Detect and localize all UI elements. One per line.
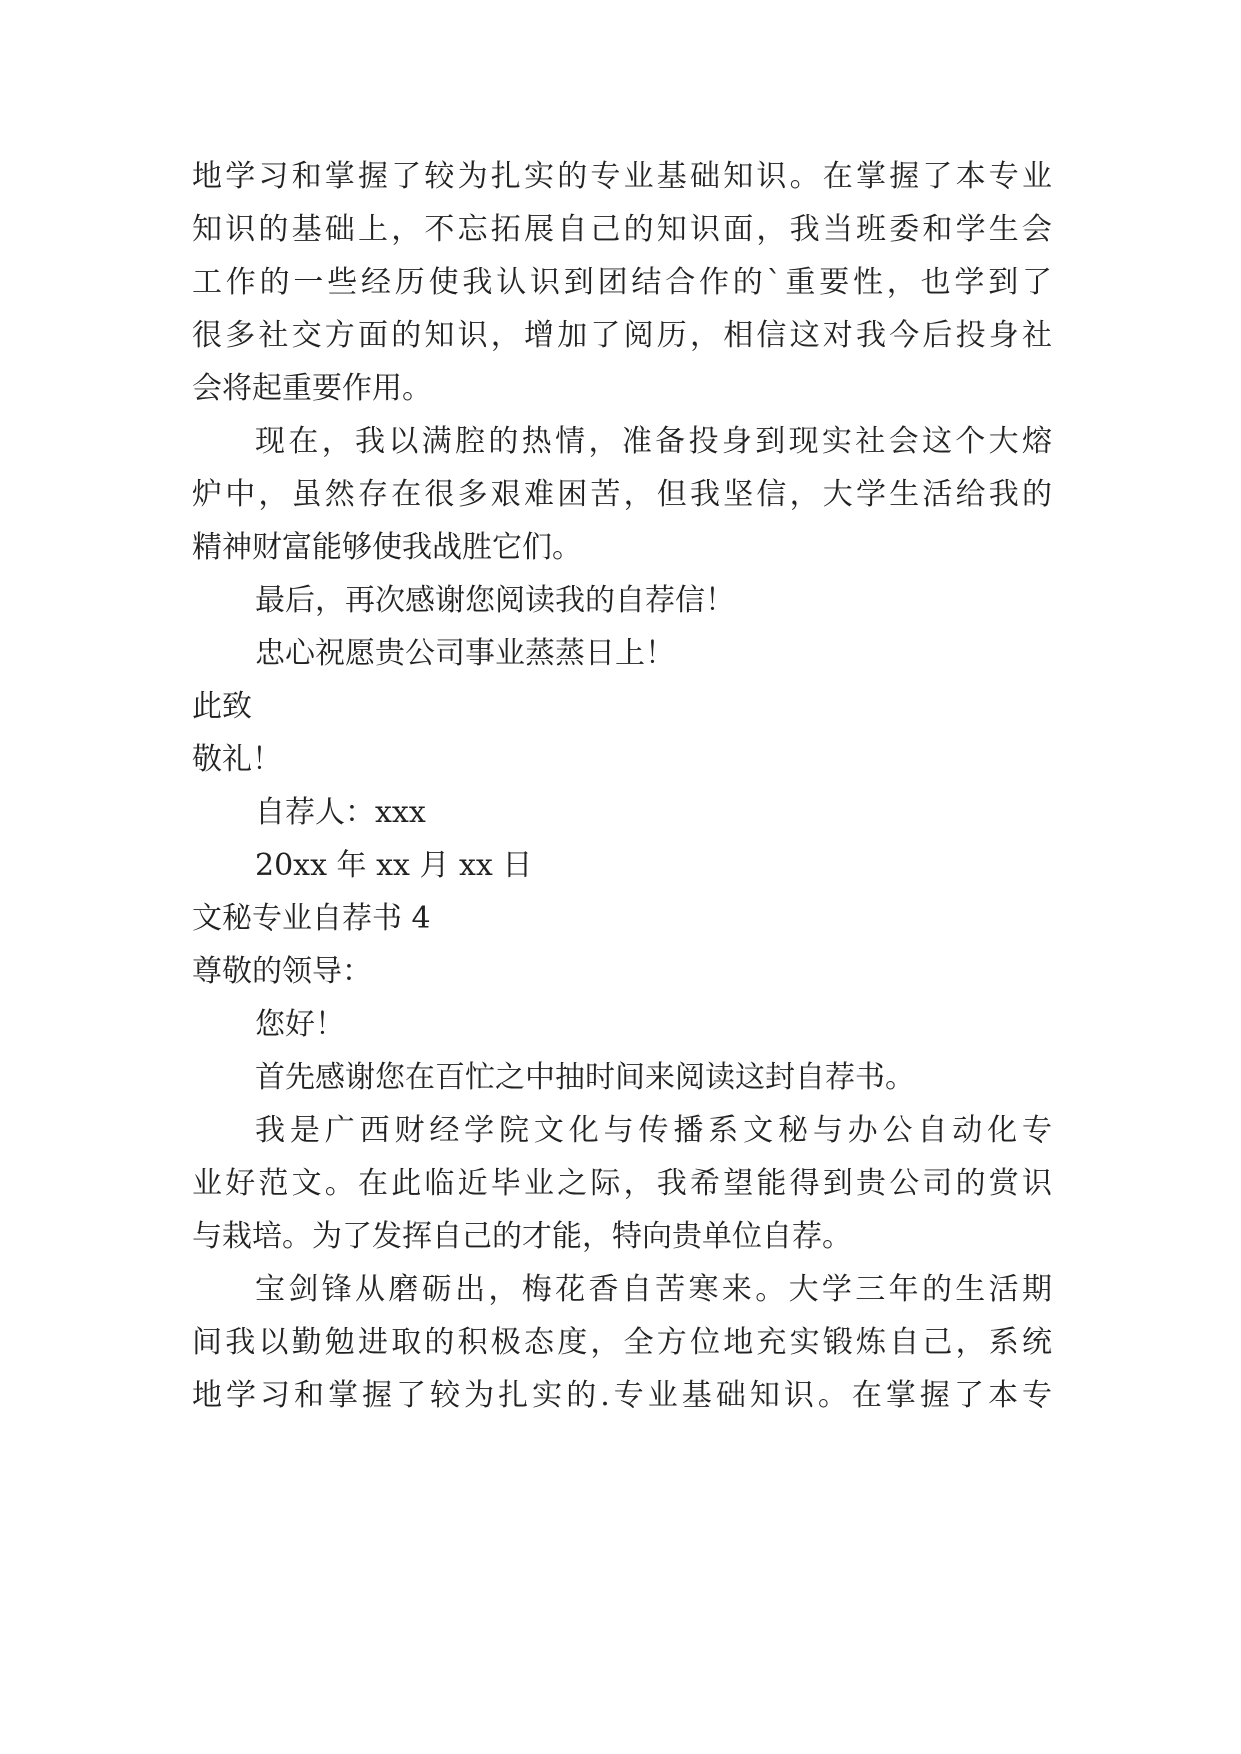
- salutation-jing-li: 敬礼！: [192, 742, 282, 777]
- paragraph-first-line: 现在，我以满腔的热情，准备投身到现实社会这个大熔: [255, 424, 1052, 459]
- body-line: 精神财富能够使我战胜它们。: [192, 530, 582, 565]
- closing-wishes: 忠心祝愿贵公司事业蒸蒸日上！: [255, 636, 675, 671]
- greeting-leader: 尊敬的领导：: [192, 954, 372, 989]
- section-title: 文秘专业自荐书 4: [192, 901, 431, 936]
- body-line: 业好范文。在此临近毕业之际，我希望能得到贵公司的赏识: [192, 1166, 1052, 1201]
- body-line: 与栽培。为了发挥自己的才能，特向贵单位自荐。: [192, 1219, 852, 1254]
- body-line: 知识的基础上，不忘拓展自己的知识面，我当班委和学生会: [192, 212, 1052, 247]
- opening-line: 首先感谢您在百忙之中抽时间来阅读这封自荐书。: [255, 1060, 915, 1095]
- body-line: 地学习和掌握了较为扎实的.专业基础知识。在掌握了本专: [192, 1378, 1052, 1413]
- greeting-hello: 您好！: [255, 1007, 345, 1042]
- paragraph-first-line: 宝剑锋从磨砺出，梅花香自苦寒来。大学三年的生活期: [255, 1272, 1052, 1307]
- body-line: 很多社交方面的知识，增加了阅历，相信这对我今后投身社: [192, 318, 1052, 353]
- closing-thanks: 最后，再次感谢您阅读我的自荐信！: [255, 583, 735, 618]
- signature-name: 自荐人：xxx: [255, 795, 426, 830]
- signature-date: 20xx 年 xx 月 xx 日: [255, 848, 533, 883]
- salutation-ci-zhi: 此致: [192, 689, 252, 724]
- paragraph-first-line: 我是广西财经学院文化与传播系文秘与办公自动化专: [255, 1113, 1052, 1148]
- body-line: 会将起重要作用。: [192, 371, 432, 406]
- body-line: 地学习和掌握了较为扎实的专业基础知识。在掌握了本专业: [192, 159, 1052, 194]
- body-line: 工作的一些经历使我认识到团结合作的`重要性，也学到了: [192, 265, 1052, 300]
- body-line: 间我以勤勉进取的积极态度，全方位地充实锻炼自己，系统: [192, 1325, 1052, 1360]
- body-line: 炉中，虽然存在很多艰难困苦，但我坚信，大学生活给我的: [192, 477, 1052, 512]
